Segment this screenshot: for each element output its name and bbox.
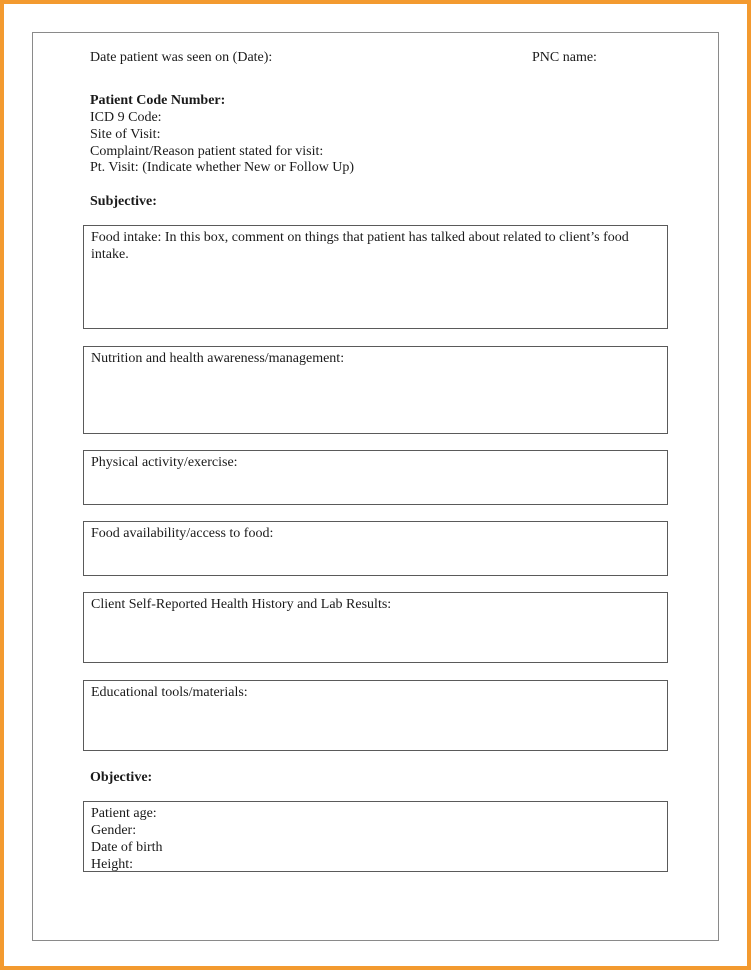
- visit-type-label: Pt. Visit: (Indicate whether New or Follow Up): [90, 160, 355, 175]
- site-of-visit-label: Site of Visit:: [90, 127, 161, 142]
- educational-tools-label: Educational tools/materials:: [91, 685, 248, 700]
- food-availability-label: Food availability/access to food:: [91, 526, 274, 541]
- nutrition-awareness-box[interactable]: [83, 346, 668, 434]
- nutrition-awareness-label: Nutrition and health awareness/management:: [91, 351, 345, 366]
- food-intake-box[interactable]: [83, 225, 668, 329]
- icd9-code-label: ICD 9 Code:: [90, 110, 162, 125]
- pnc-name-label: PNC name:: [532, 50, 597, 65]
- subjective-heading: Subjective:: [90, 194, 157, 209]
- complaint-label: Complaint/Reason patient stated for visit:: [90, 144, 324, 159]
- height-label: Height:: [91, 857, 133, 872]
- physical-activity-box[interactable]: [83, 450, 668, 505]
- health-history-box[interactable]: [83, 592, 668, 663]
- objective-heading: Objective:: [90, 770, 153, 785]
- date-seen-label: Date patient was seen on (Date):: [90, 50, 273, 65]
- physical-activity-label: Physical activity/exercise:: [91, 455, 238, 470]
- health-history-label: Client Self-Reported Health History and Lab Results:: [91, 597, 392, 612]
- objective-box[interactable]: [83, 801, 668, 872]
- patient-code-heading: Patient Code Number:: [90, 93, 226, 108]
- gender-label: Gender:: [91, 823, 137, 838]
- food-availability-box[interactable]: [83, 521, 668, 576]
- educational-tools-box[interactable]: [83, 680, 668, 751]
- food-intake-label: Food intake: In this box, comment on things that patient has talked about related to client’s food intake.: [91, 230, 629, 262]
- date-of-birth-label: Date of birth: [91, 840, 163, 855]
- patient-age-label: Patient age:: [91, 806, 157, 821]
- document-page: [4, 4, 747, 966]
